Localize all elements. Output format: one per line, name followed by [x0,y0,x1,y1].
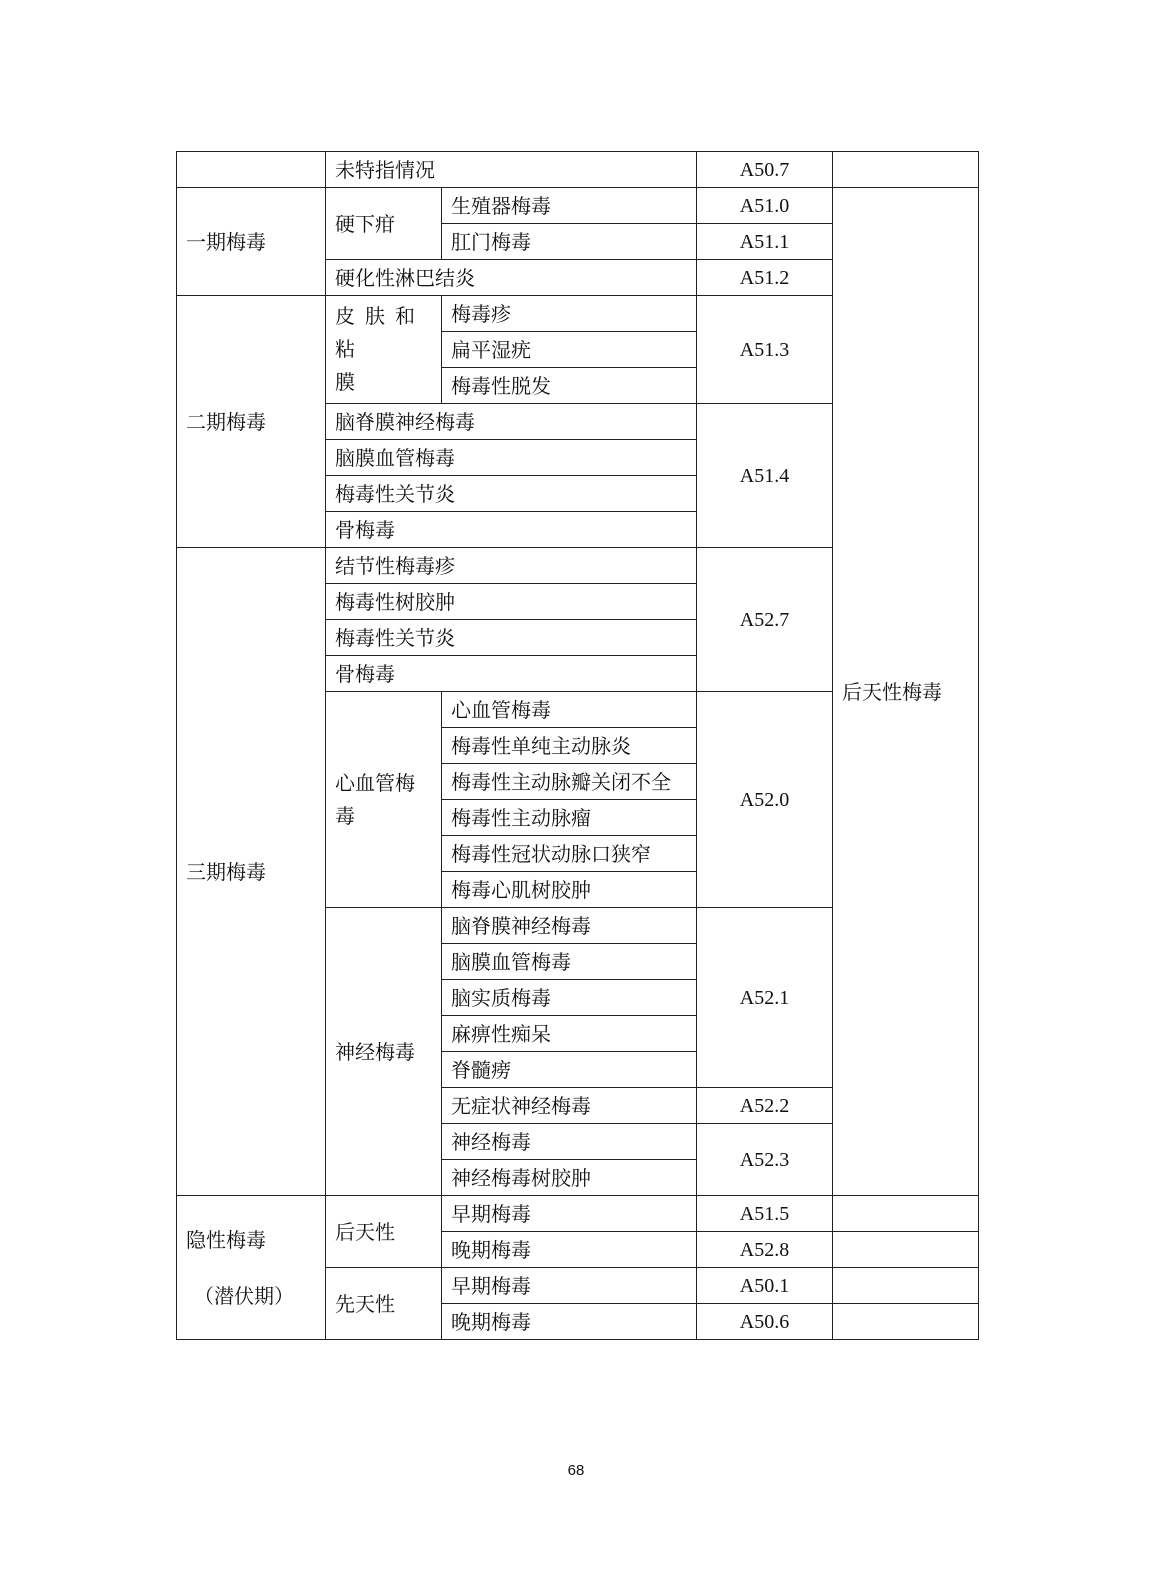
subtype-line: 毒 [335,803,355,828]
icd-code: A52.8 [697,1232,833,1268]
subtype-cell: 硬下疳 [326,188,442,260]
condition-cell: 梅毒性主动脉瓣关闭不全 [442,764,697,800]
condition-cell: 晚期梅毒 [442,1232,697,1268]
icd-code: A51.4 [697,404,833,548]
type-cell: 梅毒性关节炎 [326,620,697,656]
icd-code: A51.5 [697,1196,833,1232]
condition-cell: 脑实质梅毒 [442,980,697,1016]
condition-cell: 梅毒性单纯主动脉炎 [442,728,697,764]
subtype-cell [326,692,442,908]
classification-table [176,151,979,1340]
stage-cell: 三期梅毒 [177,548,326,1196]
type-cell: 骨梅毒 [326,656,697,692]
condition-cell: 麻痹性痴呆 [442,1016,697,1052]
table-row [177,152,979,188]
subtype-cell: 神经梅毒 [326,908,442,1196]
category-cell: 后天性梅毒 [833,188,979,1196]
condition-cell: 无症状神经梅毒 [442,1088,697,1124]
stage-label: 隐性梅毒 [186,1227,266,1252]
icd-code: A52.7 [697,548,833,692]
condition-cell: 心血管梅毒 [442,692,697,728]
stage-cell [177,1196,326,1340]
condition-cell: 扁平湿疣 [442,332,697,368]
condition-cell: 梅毒性主动脉瘤 [442,800,697,836]
condition-cell: 梅毒疹 [442,296,697,332]
stage-cell: 一期梅毒 [177,188,326,296]
subtype-line: 皮肤和粘 [335,304,425,361]
table-row [177,188,979,224]
icd-code: A50.1 [697,1268,833,1304]
icd-code: A52.3 [697,1124,833,1196]
stage-sublabel: （潜伏期） [194,1283,294,1308]
condition-cell: 脑脊膜神经梅毒 [442,908,697,944]
stage-cell: 二期梅毒 [177,296,326,548]
icd-code: A51.1 [697,224,833,260]
type-cell: 硬化性淋巴结炎 [326,260,697,296]
condition-cell: 肛门梅毒 [442,224,697,260]
subtype-line: 膜 [335,370,355,394]
condition-cell: 脊髓痨 [442,1052,697,1088]
icd-code: A50.7 [697,152,833,188]
icd-code: A50.6 [697,1304,833,1340]
category-cell [833,1304,979,1340]
condition-cell: 早期梅毒 [442,1268,697,1304]
type-cell: 梅毒性树胶肿 [326,584,697,620]
icd-code: A52.1 [697,908,833,1088]
icd-code: A51.0 [697,188,833,224]
icd-code: A52.2 [697,1088,833,1124]
type-cell: 结节性梅毒疹 [326,548,697,584]
category-cell [833,152,979,188]
type-cell: 骨梅毒 [326,512,697,548]
type-cell: 脑膜血管梅毒 [326,440,697,476]
icd-code: A51.3 [697,296,833,404]
condition-cell: 梅毒性脱发 [442,368,697,404]
category-cell [833,1268,979,1304]
subtype-cell: 先天性 [326,1268,442,1340]
condition-cell: 晚期梅毒 [442,1304,697,1340]
condition-cell: 梅毒心肌树胶肿 [442,872,697,908]
icd-code: A51.2 [697,260,833,296]
condition-cell: 脑膜血管梅毒 [442,944,697,980]
type-cell: 梅毒性关节炎 [326,476,697,512]
subtype-line: 心血管梅 [335,770,415,795]
condition-cell: 神经梅毒 [442,1124,697,1160]
type-cell: 脑脊膜神经梅毒 [326,404,697,440]
condition-cell: 生殖器梅毒 [442,188,697,224]
table-row [177,1196,979,1232]
subtype-cell: 后天性 [326,1196,442,1268]
type-cell: 未特指情况 [326,152,697,188]
stage-cell [177,152,326,188]
page-number: 68 [567,1462,585,1479]
category-cell [833,1196,979,1232]
subtype-cell [326,296,442,404]
condition-cell: 梅毒性冠状动脉口狭窄 [442,836,697,872]
category-cell [833,1232,979,1268]
condition-cell: 神经梅毒树胶肿 [442,1160,697,1196]
icd-code: A52.0 [697,692,833,908]
condition-cell: 早期梅毒 [442,1196,697,1232]
